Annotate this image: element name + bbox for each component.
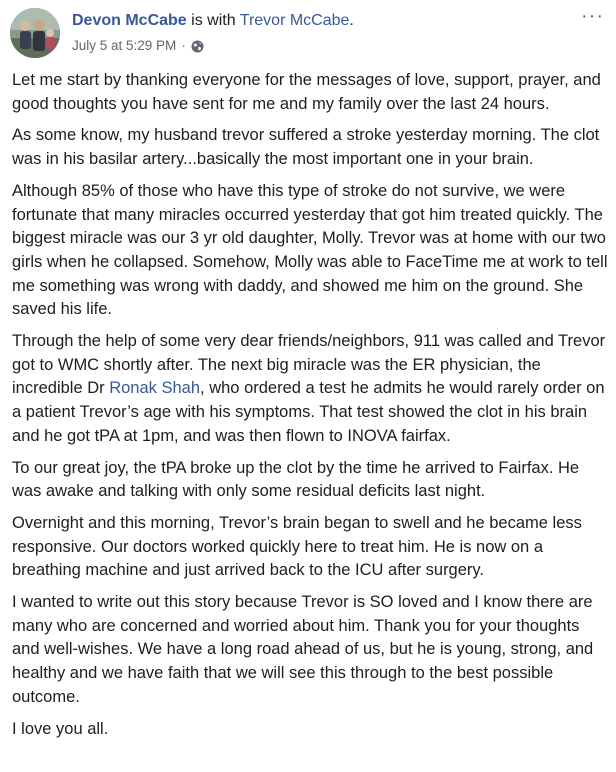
tagged-suffix: . xyxy=(349,12,354,29)
post-body xyxy=(12,69,608,749)
post-paragraph: Let me start by thanking everyone for the messages of love, support, prayer, and good thoughts you have sent for me and my family over the last 24 hours. xyxy=(12,71,601,113)
with-text: is with xyxy=(186,12,240,29)
tagged-person[interactable]: Trevor McCabe xyxy=(239,12,350,29)
paragraph-text: , who ordered a test he admits he would rarely order on a patient Trevor’s age with his symptoms. That test showed the clot in his brain and he got tPA at 1pm, and was then flown to INOVA fairfax. xyxy=(12,379,605,445)
avatar[interactable] xyxy=(10,8,60,58)
timestamp[interactable]: July 5 at 5:29 PM xyxy=(72,38,177,53)
meta-separator: · xyxy=(181,38,186,53)
mention-link[interactable]: Ronak Shah xyxy=(109,379,201,398)
globe-icon[interactable] xyxy=(191,40,204,53)
post-paragraph: Overnight and this morning, Trevor’s brain began to swell and he became less responsive. Our doctors worked quickly here to treat him. He is now on a breathing machine and just arrived back to the ICU after surgery. xyxy=(12,513,582,580)
post-paragraph: As some know, my husband trevor suffered a stroke yesterday morning. The clot was in his basilar artery...basically the most important one in your brain. xyxy=(12,126,600,169)
author-name[interactable]: Devon McCabe xyxy=(72,12,187,29)
author-line xyxy=(72,11,354,31)
post-options-button[interactable]: ··· xyxy=(581,5,604,27)
post-paragraph: To our great joy, the tPA broke up the clot by the time he arrived to Fairfax. He was awake and talking with only some residual deficits last night. xyxy=(12,458,580,501)
post-meta xyxy=(72,37,204,55)
post-header xyxy=(10,6,610,62)
post-paragraph xyxy=(12,330,608,449)
post-paragraph: Although 85% of those who have this type of stroke do not survive, we were fortunate that many miracles occurred yesterday that got him treated quickly. The biggest miracle was our 3 yr old daughter, Molly. Trevor was at home with our two girls when he collapsed. Somehow, Molly was able to FaceTime me at work to tell me something was wrong with daddy, and showed me him on the ground. She saved his life. xyxy=(12,181,608,319)
profile-photo-icon xyxy=(10,8,60,58)
post-paragraph: I love you all. xyxy=(12,719,109,738)
post-paragraph: I wanted to write out this story because Trevor is SO loved and I know there are many who are concerned and worried about him. Thank you for your thoughts and well-wishes. We have a long road ahead of us, but he is young, strong, and healthy and we have faith that we will see this through to the best possible outcome. xyxy=(12,593,594,706)
paragraph-text: Through the help of some very dear friends/neighbors, 911 was called and Trevor got to WMC shortly after. The next big miracle was the ER physician, the incredible Dr xyxy=(12,332,606,398)
